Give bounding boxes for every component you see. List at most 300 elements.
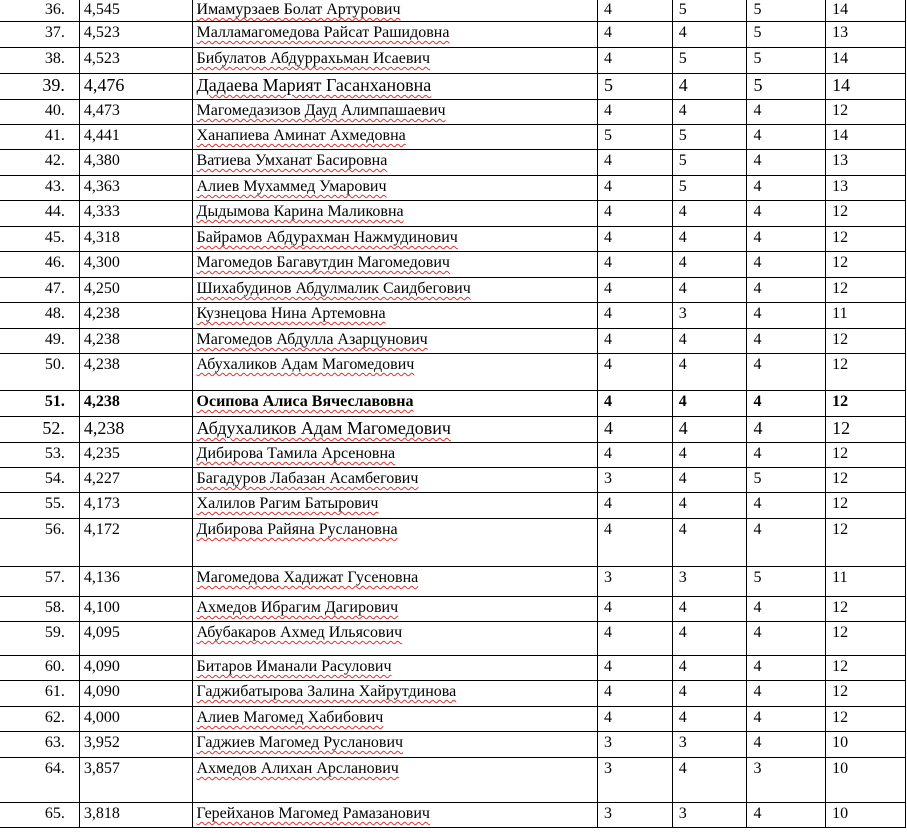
average-score-text: 4,227 [83, 470, 120, 487]
grade-2-text: 4 [678, 599, 687, 616]
grade-2-cell [672, 176, 747, 201]
total-score-cell [826, 656, 906, 681]
student-name-text: Магомедова Хадижат Гусеновна [196, 569, 419, 586]
total-score-text: 12 [832, 229, 849, 246]
grade-1-text: 3 [603, 734, 612, 751]
total-score-text: 11 [832, 305, 848, 322]
row-number-cell [0, 468, 79, 493]
grade-3-text: 4 [753, 521, 762, 538]
grade-3-text: 4 [753, 280, 762, 297]
row-number-cell [0, 443, 79, 468]
row-number-cell [0, 622, 79, 656]
grade-3-text: 3 [753, 760, 762, 777]
grade-3-text: 5 [753, 24, 762, 41]
grade-1-text: 4 [603, 152, 612, 169]
row-number-cell [0, 227, 79, 252]
grade-3-text: 4 [753, 356, 762, 373]
grade-2-text: 3 [678, 305, 687, 322]
student-name-cell [192, 303, 597, 329]
total-score-cell [826, 303, 906, 329]
average-score-cell [79, 493, 192, 519]
row-number-cell [0, 303, 79, 329]
row-number-text: 54. [44, 470, 65, 487]
grade-2-cell [672, 100, 747, 125]
grade-1-cell [597, 732, 672, 758]
grade-2-cell [672, 707, 747, 732]
total-score-text: 10 [832, 734, 849, 751]
grade-2-cell [672, 417, 747, 443]
student-name-text: Дыдымова Карина Маликовна [196, 203, 404, 220]
table-row [0, 100, 906, 125]
grade-2-cell [672, 125, 747, 150]
grade-2-cell [672, 74, 747, 100]
student-name-cell [192, 803, 597, 828]
student-name-text: Ватиева Умханат Басировна [196, 152, 388, 169]
grade-1-cell [597, 74, 672, 100]
row-number-text: 55. [44, 495, 65, 512]
row-number-text: 39. [42, 75, 65, 95]
student-name-cell [192, 656, 597, 681]
grade-1-cell [597, 125, 672, 150]
table-row [0, 567, 906, 597]
row-number-text: 45. [44, 229, 65, 246]
student-name-text: Ахмедов Ибрагим Дагирович [196, 599, 399, 616]
grade-1-cell [597, 493, 672, 519]
grade-1-text: 4 [603, 331, 612, 348]
table-row [0, 519, 906, 567]
grade-3-cell [747, 354, 826, 391]
row-number-text: 50. [44, 356, 65, 373]
average-score-cell [79, 0, 192, 22]
student-name-cell [192, 176, 597, 201]
grade-1-text: 5 [603, 75, 613, 95]
grade-3-text: 5 [753, 1, 762, 18]
average-score-text: 4,545 [83, 1, 120, 18]
student-name-cell [192, 74, 597, 100]
grade-1-cell [597, 417, 672, 443]
student-name-cell [192, 0, 597, 22]
grade-2-cell [672, 597, 747, 622]
average-score-cell [79, 681, 192, 707]
average-score-text: 4,238 [83, 331, 120, 348]
average-score-text: 4,523 [83, 50, 120, 67]
grade-2-text: 5 [678, 178, 687, 195]
average-score-text: 3,857 [83, 760, 120, 777]
total-score-cell [826, 622, 906, 656]
average-score-cell [79, 278, 192, 303]
grade-2-cell [672, 48, 747, 74]
average-score-cell [79, 622, 192, 656]
grade-1-text: 4 [603, 683, 612, 700]
average-score-text: 4,095 [83, 624, 120, 641]
row-number-text: 49. [44, 331, 65, 348]
grade-2-text: 4 [678, 229, 687, 246]
total-score-cell [826, 227, 906, 252]
grade-1-cell [597, 176, 672, 201]
average-score-text: 4,136 [83, 569, 120, 586]
grade-3-text: 5 [753, 470, 762, 487]
average-score-cell [79, 732, 192, 758]
grade-1-cell [597, 354, 672, 391]
table-row [0, 74, 906, 100]
student-name-text: Ханапиева Аминат Ахмедовна [196, 127, 406, 144]
grade-1-text: 4 [603, 178, 612, 195]
grade-1-text: 4 [603, 624, 612, 641]
row-number-cell [0, 758, 79, 803]
grade-3-cell [747, 48, 826, 74]
student-name-cell [192, 597, 597, 622]
row-number-cell [0, 417, 79, 443]
row-number-cell [0, 252, 79, 278]
row-number-text: 46. [44, 254, 65, 271]
row-number-text: 62. [44, 709, 65, 726]
grade-2-cell [672, 567, 747, 597]
grade-3-cell [747, 176, 826, 201]
row-number-text: 56. [44, 521, 65, 538]
row-number-text: 58. [44, 599, 65, 616]
grade-3-cell [747, 125, 826, 150]
average-score-text: 4,173 [83, 495, 120, 512]
grade-3-text: 4 [753, 229, 762, 246]
total-score-text: 12 [832, 445, 849, 462]
total-score-text: 12 [832, 658, 849, 675]
grade-2-cell [672, 758, 747, 803]
average-score-cell [79, 519, 192, 567]
total-score-text: 10 [832, 760, 849, 777]
total-score-text: 14 [832, 1, 849, 18]
student-name-cell [192, 622, 597, 656]
total-score-text: 13 [832, 178, 849, 195]
grade-3-text: 5 [753, 75, 763, 95]
grade-3-cell [747, 303, 826, 329]
row-number-text: 43. [44, 178, 65, 195]
table-row [0, 803, 906, 828]
grade-1-text: 4 [603, 495, 612, 512]
average-score-cell [79, 125, 192, 150]
average-score-cell [79, 303, 192, 329]
grade-1-cell [597, 227, 672, 252]
grade-1-text: 3 [603, 760, 612, 777]
student-name-cell [192, 329, 597, 354]
grade-3-cell [747, 443, 826, 468]
grade-2-cell [672, 681, 747, 707]
student-name-cell [192, 278, 597, 303]
row-number-cell [0, 74, 79, 100]
grade-1-text: 4 [603, 102, 612, 119]
grade-2-cell [672, 227, 747, 252]
grade-1-cell [597, 201, 672, 227]
grade-2-text: 5 [678, 1, 687, 18]
total-score-text: 11 [832, 569, 848, 586]
grade-1-cell [597, 567, 672, 597]
grade-3-text: 4 [753, 445, 762, 462]
table-row [0, 493, 906, 519]
grade-1-text: 4 [603, 203, 612, 220]
total-score-cell [826, 100, 906, 125]
grade-2-text: 4 [678, 683, 687, 700]
row-number-text: 63. [44, 734, 65, 751]
average-score-cell [79, 803, 192, 828]
grade-2-cell [672, 252, 747, 278]
grade-2-text: 4 [678, 658, 687, 675]
grade-3-text: 5 [753, 569, 762, 586]
student-name-cell [192, 22, 597, 48]
average-score-cell [79, 443, 192, 468]
grade-2-text: 5 [678, 152, 687, 169]
grade-2-cell [672, 303, 747, 329]
grade-2-text: 3 [678, 805, 687, 822]
grade-1-cell [597, 0, 672, 22]
row-number-text: 53. [44, 445, 65, 462]
row-number-text: 48. [44, 305, 65, 322]
student-name-text: Халилов Рагим Батырович [196, 495, 379, 512]
grade-2-text: 4 [678, 418, 688, 438]
average-score-text: 4,172 [83, 521, 120, 538]
total-score-cell [826, 707, 906, 732]
row-number-cell [0, 519, 79, 567]
average-score-text: 4,473 [83, 102, 120, 119]
student-name-text: Гаджибатырова Залина Хайрутдинова [196, 683, 457, 700]
total-score-cell [826, 22, 906, 48]
grade-2-text: 4 [678, 445, 687, 462]
row-number-cell [0, 493, 79, 519]
average-score-text: 4,333 [83, 203, 120, 220]
total-score-cell [826, 48, 906, 74]
student-name-text: Магомедов Абдулла Азарцунович [196, 331, 428, 348]
average-score-cell [79, 176, 192, 201]
total-score-cell [826, 758, 906, 803]
average-score-text: 4,238 [83, 305, 120, 322]
student-name-cell [192, 391, 597, 417]
total-score-text: 13 [832, 24, 849, 41]
average-score-cell [79, 48, 192, 74]
average-score-text: 4,238 [83, 393, 120, 410]
row-number-cell [0, 100, 79, 125]
average-score-cell [79, 567, 192, 597]
total-score-text: 12 [832, 683, 849, 700]
grade-3-cell [747, 278, 826, 303]
student-name-text: Осипова Алиса Вячеславовна [196, 393, 414, 410]
grade-3-cell [747, 707, 826, 732]
total-score-cell [826, 329, 906, 354]
student-name-text: Байрамов Абдурахман Нажмудинович [196, 229, 458, 246]
grade-1-cell [597, 22, 672, 48]
grade-3-cell [747, 74, 826, 100]
grade-2-text: 4 [678, 24, 687, 41]
student-name-cell [192, 150, 597, 176]
table-row [0, 468, 906, 493]
grade-1-cell [597, 622, 672, 656]
grade-2-text: 4 [678, 75, 688, 95]
total-score-cell [826, 519, 906, 567]
table-row [0, 681, 906, 707]
average-score-cell [79, 468, 192, 493]
total-score-text: 12 [832, 254, 849, 271]
total-score-cell [826, 732, 906, 758]
table-row [0, 278, 906, 303]
grade-1-text: 4 [603, 521, 612, 538]
grade-1-cell [597, 303, 672, 329]
student-name-text: Шихабудинов Абдулмалик Саидбегович [196, 280, 471, 297]
table-row [0, 201, 906, 227]
row-number-cell [0, 567, 79, 597]
table-row [0, 150, 906, 176]
student-name-text: Алиев Магомед Хабибович [196, 709, 384, 726]
student-name-text: Алиев Мухаммед Умарович [196, 178, 387, 195]
grade-1-cell [597, 758, 672, 803]
total-score-text: 14 [832, 50, 849, 67]
student-name-text: Герейханов Магомед Рамазанович [196, 805, 430, 822]
table-row [0, 125, 906, 150]
grade-2-cell [672, 443, 747, 468]
grade-1-cell [597, 278, 672, 303]
grade-3-cell [747, 329, 826, 354]
table-row [0, 0, 906, 22]
grade-2-text: 4 [678, 203, 687, 220]
average-score-cell [79, 417, 192, 443]
grade-2-text: 4 [678, 521, 687, 538]
row-number-text: 65. [44, 805, 65, 822]
total-score-cell [826, 417, 906, 443]
table-row [0, 48, 906, 74]
student-name-text: Малламагомедова Райсат Рашидовна [196, 24, 450, 41]
grade-1-text: 4 [603, 24, 612, 41]
table-row [0, 354, 906, 391]
student-name-cell [192, 227, 597, 252]
grade-3-cell [747, 597, 826, 622]
grade-1-cell [597, 391, 672, 417]
grade-1-text: 4 [603, 305, 612, 322]
table-row [0, 22, 906, 48]
student-name-text: Абухаликов Адам Магомедович [196, 356, 415, 373]
grade-1-cell [597, 329, 672, 354]
grade-3-cell [747, 758, 826, 803]
grade-3-cell [747, 100, 826, 125]
table-row [0, 758, 906, 803]
grade-1-text: 3 [603, 805, 612, 822]
row-number-cell [0, 0, 79, 22]
table-row [0, 707, 906, 732]
grade-2-text: 4 [678, 624, 687, 641]
total-score-cell [826, 125, 906, 150]
student-name-cell [192, 519, 597, 567]
grade-2-cell [672, 519, 747, 567]
total-score-text: 12 [832, 331, 849, 348]
grade-2-text: 4 [678, 393, 687, 410]
total-score-cell [826, 252, 906, 278]
average-score-cell [79, 656, 192, 681]
grade-3-cell [747, 803, 826, 828]
grade-2-cell [672, 622, 747, 656]
grade-2-cell [672, 201, 747, 227]
average-score-text: 4,476 [83, 75, 125, 95]
average-score-cell [79, 252, 192, 278]
average-score-cell [79, 354, 192, 391]
row-number-cell [0, 732, 79, 758]
student-name-text: Багадуров Лабазан Асамбегович [196, 470, 419, 487]
grade-1-cell [597, 597, 672, 622]
grade-2-text: 4 [678, 254, 687, 271]
average-score-text: 4,235 [83, 445, 120, 462]
average-score-cell [79, 74, 192, 100]
student-name-text: Бибулатов Абдуррахьман Исаевич [196, 50, 431, 67]
row-number-cell [0, 707, 79, 732]
grade-1-cell [597, 468, 672, 493]
total-score-cell [826, 176, 906, 201]
student-name-text: Магомедазизов Дауд Алимпашаевич [196, 102, 446, 119]
grade-3-text: 4 [753, 331, 762, 348]
grade-1-cell [597, 519, 672, 567]
grade-3-cell [747, 567, 826, 597]
average-score-cell [79, 597, 192, 622]
student-name-cell [192, 732, 597, 758]
grade-3-cell [747, 252, 826, 278]
grade-3-text: 4 [753, 418, 763, 438]
grade-1-text: 4 [603, 50, 612, 67]
average-score-text: 4,250 [83, 280, 120, 297]
row-number-cell [0, 803, 79, 828]
average-score-text: 4,441 [83, 127, 120, 144]
student-name-cell [192, 707, 597, 732]
student-name-text: Дадаева Марият Гасанхановна [196, 75, 432, 95]
grade-3-text: 4 [753, 709, 762, 726]
grade-3-cell [747, 656, 826, 681]
average-score-cell [79, 707, 192, 732]
grade-2-cell [672, 354, 747, 391]
average-score-text: 4,300 [83, 254, 120, 271]
grade-3-cell [747, 493, 826, 519]
grade-2-text: 4 [678, 709, 687, 726]
row-number-cell [0, 391, 79, 417]
average-score-text: 4,380 [83, 152, 120, 169]
average-score-cell [79, 201, 192, 227]
grade-1-text: 4 [603, 254, 612, 271]
total-score-text: 12 [832, 470, 849, 487]
average-score-text: 4,000 [83, 709, 120, 726]
grade-1-text: 4 [603, 229, 612, 246]
table-row [0, 391, 906, 417]
average-score-cell [79, 227, 192, 252]
average-score-text: 4,523 [83, 24, 120, 41]
total-score-cell [826, 681, 906, 707]
student-name-cell [192, 100, 597, 125]
row-number-text: 36. [44, 1, 65, 18]
total-score-text: 12 [832, 418, 851, 438]
grade-3-cell [747, 417, 826, 443]
grade-2-text: 4 [678, 760, 687, 777]
student-name-text: Дибирова Тамила Арсеновна [196, 445, 396, 462]
total-score-cell [826, 493, 906, 519]
total-score-text: 12 [832, 280, 849, 297]
table-row [0, 252, 906, 278]
grade-2-cell [672, 329, 747, 354]
row-number-text: 38. [44, 50, 65, 67]
row-number-text: 57. [44, 569, 65, 586]
row-number-cell [0, 681, 79, 707]
row-number-cell [0, 329, 79, 354]
student-name-cell [192, 354, 597, 391]
row-number-cell [0, 150, 79, 176]
grade-2-cell [672, 278, 747, 303]
average-score-cell [79, 150, 192, 176]
total-score-text: 14 [832, 75, 851, 95]
total-score-text: 10 [832, 805, 849, 822]
grade-1-text: 4 [603, 393, 612, 410]
grade-1-text: 5 [603, 127, 612, 144]
row-number-text: 61. [44, 683, 65, 700]
average-score-cell [79, 758, 192, 803]
student-name-cell [192, 681, 597, 707]
